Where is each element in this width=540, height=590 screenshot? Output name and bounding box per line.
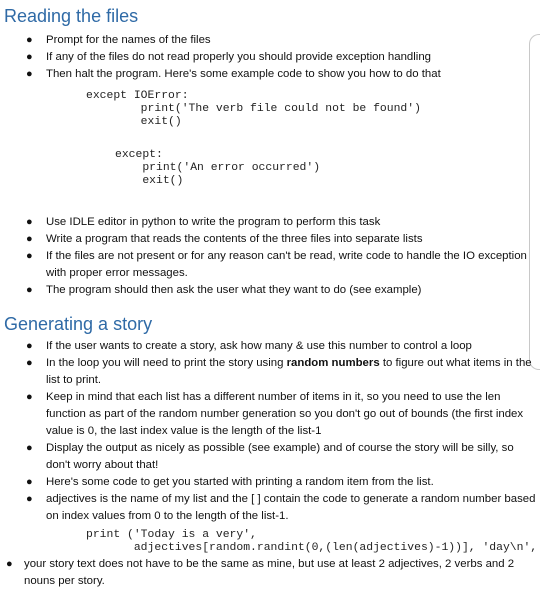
list-item: ● Then halt the program. Here's some example code to show you how to do that [26, 68, 441, 80]
random-numbers-emphasis: random numbers [286, 357, 380, 369]
list-item: ● Prompt for the names of the files [26, 34, 211, 46]
code-block-except: except: print('An error occurred') exit() [115, 149, 321, 187]
list-item: ● Display the output as nicely as possible (see example) and of course the story will be silly, so don't worry about that! [26, 442, 514, 471]
list-item: ● In the loop you will need to print the story using random numbers to figure out what items in the list to print. [26, 357, 532, 386]
margin-bracket [529, 34, 540, 370]
list-item: ● Use IDLE editor in python to write the program to perform this task [26, 216, 381, 228]
code-block-random-adjective: print ('Today is a very', adjectives[random.randint(0,(len(adjectives)-1))], 'day\n', [86, 529, 538, 554]
generating-bullet-list [0, 338, 540, 525]
final-bullet-list [0, 556, 540, 590]
list-item: ● adjectives is the name of my list and the [ ] contain the code to generate a random number based on index values from 0 to the length of the list-1. [26, 493, 536, 522]
reading-bullet-list-bottom [0, 214, 540, 299]
list-item: ● If the user wants to create a story, ask how many & use this number to control a loop [26, 340, 472, 352]
section-heading-generating: Generating a story [4, 314, 153, 334]
list-item: ● Write a program that reads the contents of the three files into separate lists [26, 233, 423, 245]
list-item: ● If the files are not present or for any reason can't be read, write code to handle the IO exception with proper error messages. [26, 250, 527, 279]
reading-bullet-list-top [0, 32, 540, 83]
list-item: ● your story text does not have to be the same as mine, but use at least 2 adjectives, 2 verbs and 2 nouns per story. [6, 558, 515, 587]
section-heading-reading: Reading the files [4, 6, 139, 26]
list-item: ● If any of the files do not read properly you should provide exception handling [26, 51, 432, 63]
list-item: ● The program should then ask the user what they want to do (see example) [26, 284, 422, 296]
code-block-ioerror: except IOError: print('The verb file could not be found') exit() [86, 90, 421, 128]
list-item: ● Here's some code to get you started with printing a random item from the list. [26, 476, 434, 488]
list-item: ● Keep in mind that each list has a different number of items in it, so you need to use the len function as part of the random number generation so you don't go out of bounds (the first index value is 0, the last index value is the length of the list-1 [26, 391, 524, 437]
